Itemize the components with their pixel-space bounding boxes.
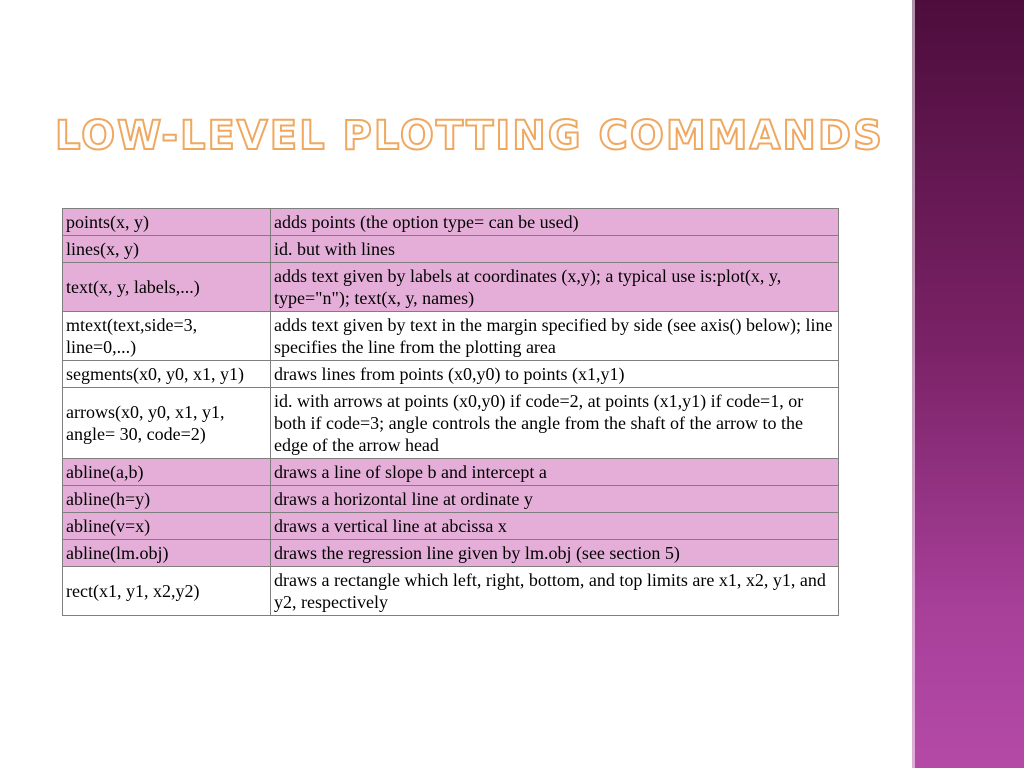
command-cell: abline(v=x) (63, 513, 271, 540)
command-cell: arrows(x0, y0, x1, y1, angle= 30, code=2) (63, 388, 271, 459)
sidebar-edge-line (912, 0, 915, 768)
description-cell: adds text given by labels at coordinates (x,y); a typical use is:plot(x, y, type="n"); text(x, y, names) (271, 263, 839, 312)
command-cell: abline(lm.obj) (63, 540, 271, 567)
table-row (63, 567, 839, 616)
command-cell: abline(a,b) (63, 459, 271, 486)
command-cell: mtext(text,side=3, line=0,...) (63, 312, 271, 361)
table-row (63, 209, 839, 236)
command-cell: segments(x0, y0, x1, y1) (63, 361, 271, 388)
description-cell: draws a rectangle which left, right, bottom, and top limits are x1, x2, y1, and y2, respectively (271, 567, 839, 616)
description-cell: draws the regression line given by lm.obj (see section 5) (271, 540, 839, 567)
table-row (63, 540, 839, 567)
description-cell: id. with arrows at points (x0,y0) if code=2, at points (x1,y1) if code=1, or both if code=3; angle controls the angle from the shaft of the arrow to the edge of the arrow head (271, 388, 839, 459)
slide-title: LOW-LEVEL PLOTTING COMMANDS (55, 113, 884, 159)
description-cell: draws lines from points (x0,y0) to points (x1,y1) (271, 361, 839, 388)
table-row (63, 486, 839, 513)
table-row (63, 513, 839, 540)
description-cell: draws a horizontal line at ordinate y (271, 486, 839, 513)
decorative-sidebar (912, 0, 1024, 768)
command-cell: points(x, y) (63, 209, 271, 236)
command-cell: abline(h=y) (63, 486, 271, 513)
description-cell: id. but with lines (271, 236, 839, 263)
table-row (63, 361, 839, 388)
command-cell: text(x, y, labels,...) (63, 263, 271, 312)
commands-table (62, 208, 839, 616)
table-row (63, 388, 839, 459)
table-row (63, 236, 839, 263)
table-row (63, 263, 839, 312)
description-cell: adds text given by text in the margin specified by side (see axis() below); line specifies the line from the plotting area (271, 312, 839, 361)
table-row (63, 312, 839, 361)
description-cell: draws a line of slope b and intercept a (271, 459, 839, 486)
description-cell: draws a vertical line at abcissa x (271, 513, 839, 540)
command-cell: rect(x1, y1, x2,y2) (63, 567, 271, 616)
description-cell: adds points (the option type= can be used) (271, 209, 839, 236)
table-row (63, 459, 839, 486)
command-cell: lines(x, y) (63, 236, 271, 263)
